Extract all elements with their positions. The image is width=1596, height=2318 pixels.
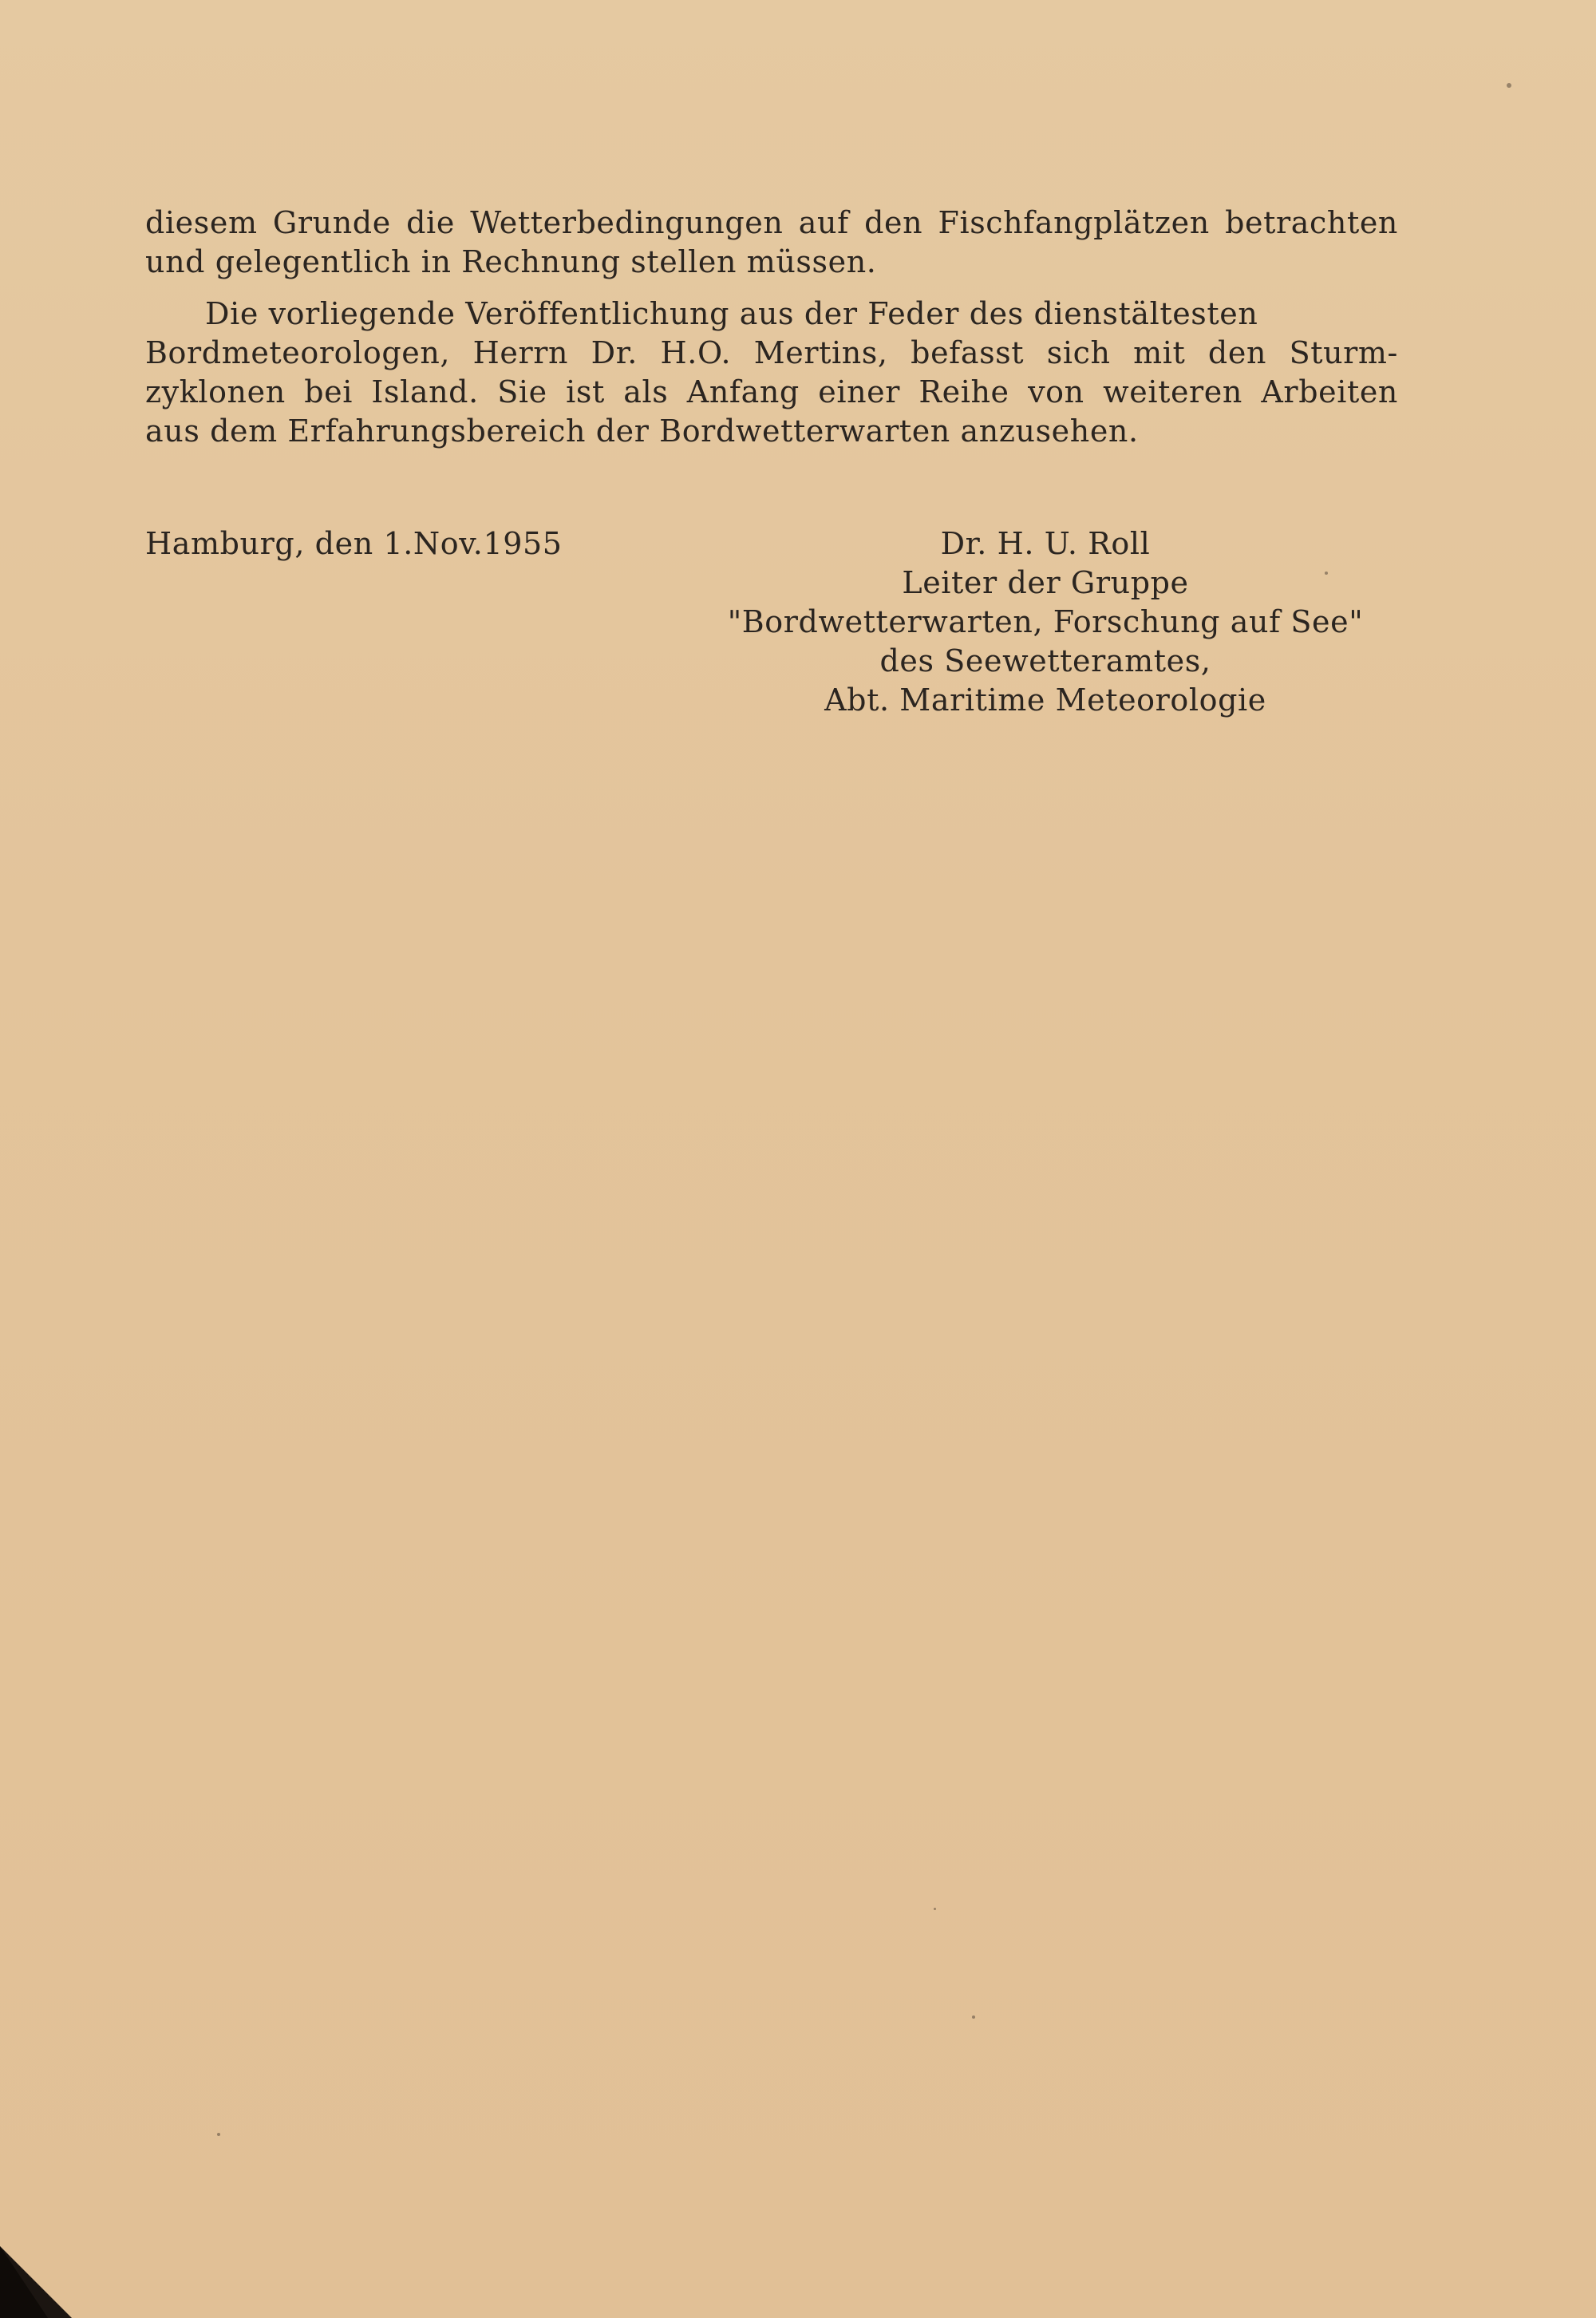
page-corner-fold	[0, 2246, 72, 2318]
paragraph-1	[145, 204, 1398, 282]
paragraph-2-line-2: Bordmeteorologen, Herrn Dr. H.O. Mertins, befasst sich mit den Sturm-	[145, 335, 1398, 370]
paragraph-2-line-1: Die vorliegende Veröffentlichung aus der Feder des dienstältesten	[205, 296, 1258, 331]
signatory-title-line-3: des Seewetteramtes,	[879, 643, 1211, 678]
paper-speck	[972, 2015, 975, 2019]
signature-block	[686, 524, 1404, 720]
place-and-date: Hamburg, den 1.Nov.1955	[145, 526, 563, 561]
paragraph-2-line-3: zyklonen bei Island. Sie ist als Anfang einer Reihe von weiteren Arbeiten	[145, 374, 1398, 409]
signatory-title-line-1: Leiter der Gruppe	[902, 565, 1189, 600]
signatory-name: Dr. H. U. Roll	[940, 526, 1151, 561]
paragraph-2-line-4: aus dem Erfahrungsbereich der Bordwetterwarten anzusehen.	[145, 413, 1139, 449]
signatory-title-line-2: "Bordwetterwarten, Forschung auf See"	[727, 604, 1364, 639]
signatory-title-line-4: Abt. Maritime Meteorologie	[824, 682, 1266, 718]
paper-speck	[934, 1908, 936, 1910]
body-text	[145, 204, 1398, 464]
paper-speck	[217, 2133, 220, 2136]
paper-speck	[1325, 572, 1328, 575]
paragraph-1-line-2: und gelegentlich in Rechnung stellen müssen.	[145, 244, 877, 279]
paper-speck	[1507, 83, 1511, 88]
paragraph-1-line-1: diesem Grunde die Wetterbedingungen auf den Fischfangplätzen betrachten	[145, 205, 1398, 240]
paragraph-2	[145, 295, 1398, 451]
